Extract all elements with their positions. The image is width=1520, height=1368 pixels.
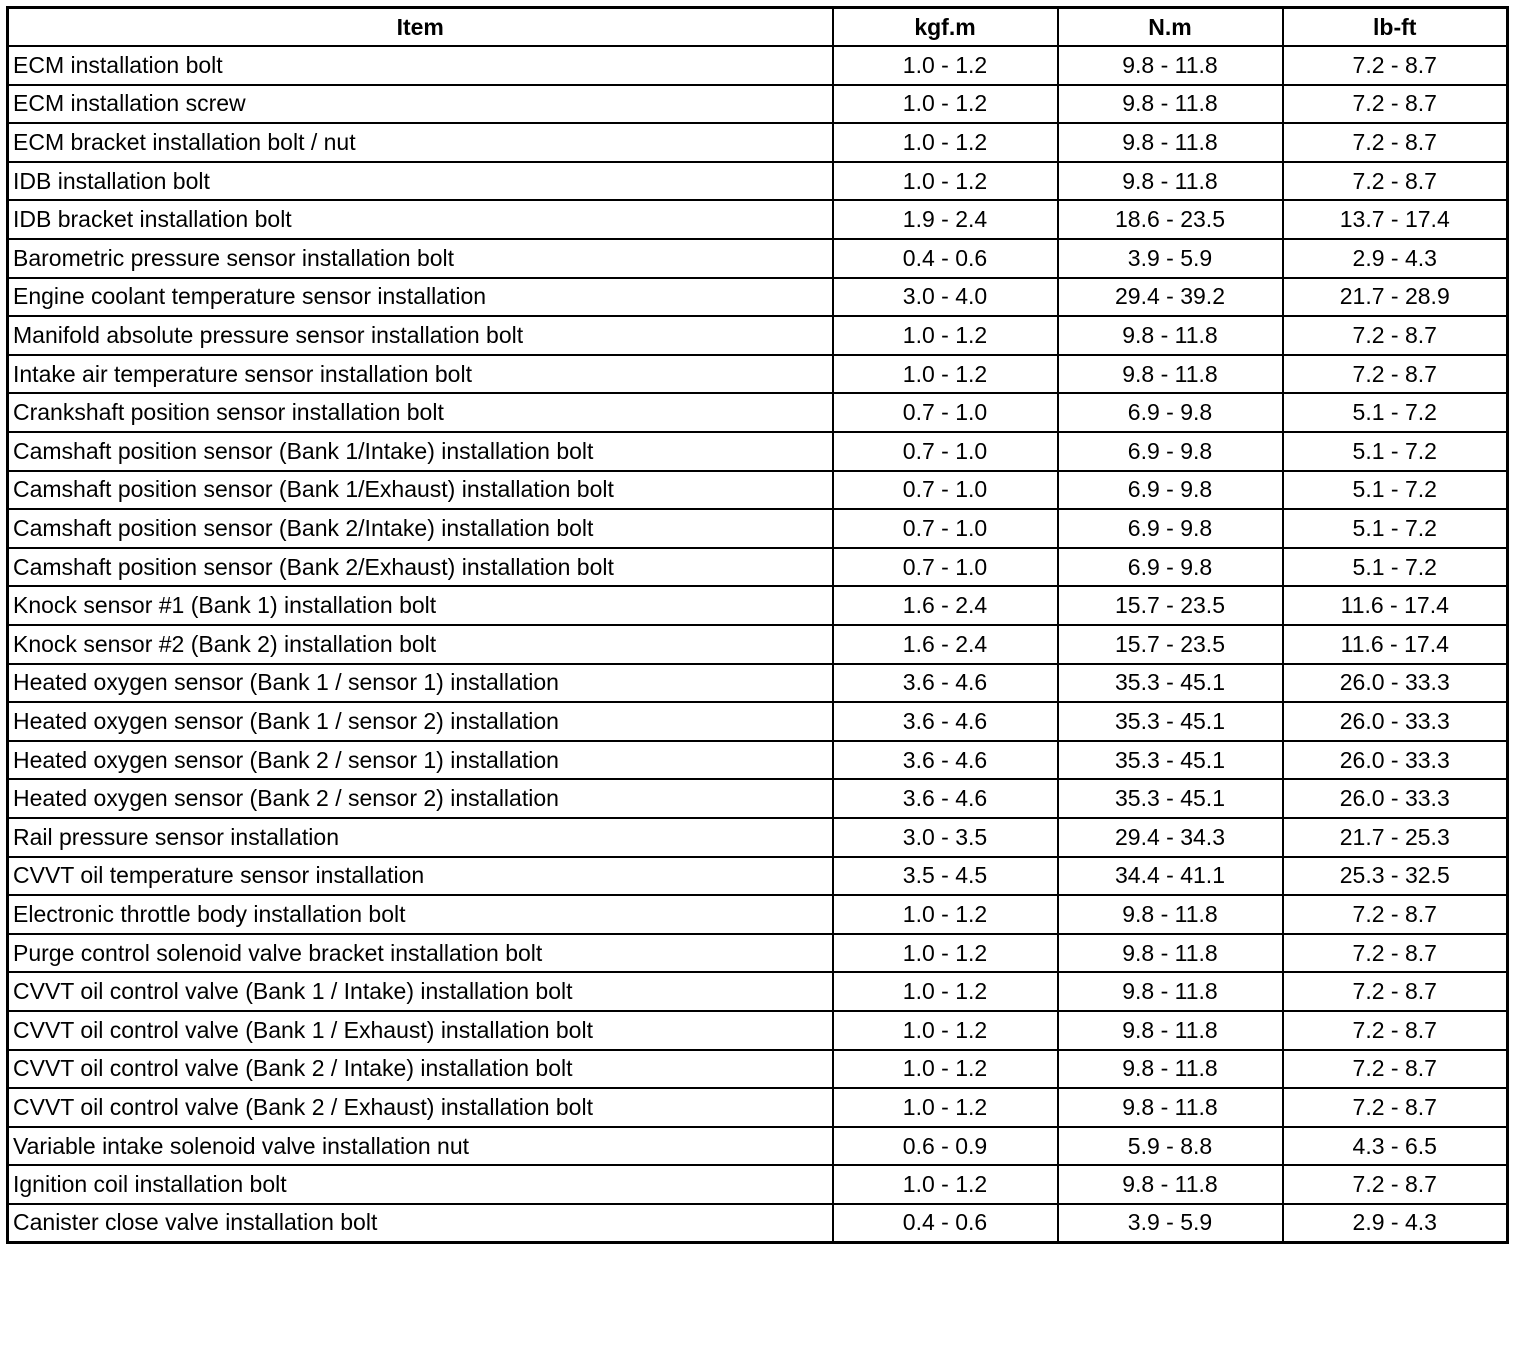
lb-ft-cell: 11.6 - 17.4 (1283, 586, 1508, 625)
lb-ft-cell: 7.2 - 8.7 (1283, 46, 1508, 85)
kgf-m-cell: 1.0 - 1.2 (833, 1050, 1058, 1089)
kgf-m-cell: 3.0 - 3.5 (833, 818, 1058, 857)
n-m-cell: 5.9 - 8.8 (1058, 1127, 1283, 1166)
table-row (8, 934, 1508, 973)
table-row (8, 895, 1508, 934)
table-row (8, 200, 1508, 239)
kgf-m-cell: 1.0 - 1.2 (833, 972, 1058, 1011)
kgf-m-cell: 1.0 - 1.2 (833, 355, 1058, 394)
table-row (8, 509, 1508, 548)
item-cell: Barometric pressure sensor installation bolt (8, 239, 833, 278)
item-cell: CVVT oil control valve (Bank 2 / Intake) installation bolt (8, 1050, 833, 1089)
kgf-m-cell: 1.0 - 1.2 (833, 46, 1058, 85)
item-cell: Knock sensor #2 (Bank 2) installation bolt (8, 625, 833, 664)
lb-ft-cell: 26.0 - 33.3 (1283, 702, 1508, 741)
item-cell: CVVT oil control valve (Bank 2 / Exhaust) installation bolt (8, 1088, 833, 1127)
lb-ft-cell: 13.7 - 17.4 (1283, 200, 1508, 239)
item-cell: Knock sensor #1 (Bank 1) installation bolt (8, 586, 833, 625)
lb-ft-cell: 7.2 - 8.7 (1283, 355, 1508, 394)
n-m-cell: 18.6 - 23.5 (1058, 200, 1283, 239)
kgf-m-cell: 0.7 - 1.0 (833, 393, 1058, 432)
lb-ft-cell: 7.2 - 8.7 (1283, 123, 1508, 162)
n-m-cell: 9.8 - 11.8 (1058, 123, 1283, 162)
item-cell: Ignition coil installation bolt (8, 1165, 833, 1204)
kgf-m-cell: 1.0 - 1.2 (833, 895, 1058, 934)
lb-ft-cell: 5.1 - 7.2 (1283, 471, 1508, 510)
item-cell: Variable intake solenoid valve installation nut (8, 1127, 833, 1166)
n-m-cell: 35.3 - 45.1 (1058, 664, 1283, 703)
lb-ft-cell: 11.6 - 17.4 (1283, 625, 1508, 664)
n-m-cell: 29.4 - 34.3 (1058, 818, 1283, 857)
header-lb-ft: lb-ft (1283, 8, 1508, 47)
lb-ft-cell: 7.2 - 8.7 (1283, 972, 1508, 1011)
kgf-m-cell: 0.7 - 1.0 (833, 432, 1058, 471)
table-row (8, 471, 1508, 510)
lb-ft-cell: 2.9 - 4.3 (1283, 1204, 1508, 1243)
kgf-m-cell: 3.0 - 4.0 (833, 278, 1058, 317)
kgf-m-cell: 0.7 - 1.0 (833, 509, 1058, 548)
lb-ft-cell: 25.3 - 32.5 (1283, 857, 1508, 896)
item-cell: IDB installation bolt (8, 162, 833, 201)
lb-ft-cell: 5.1 - 7.2 (1283, 393, 1508, 432)
kgf-m-cell: 1.0 - 1.2 (833, 162, 1058, 201)
lb-ft-cell: 7.2 - 8.7 (1283, 1088, 1508, 1127)
lb-ft-cell: 26.0 - 33.3 (1283, 741, 1508, 780)
kgf-m-cell: 1.6 - 2.4 (833, 625, 1058, 664)
table-body (8, 46, 1508, 1242)
item-cell: CVVT oil control valve (Bank 1 / Intake) installation bolt (8, 972, 833, 1011)
n-m-cell: 9.8 - 11.8 (1058, 316, 1283, 355)
table-row (8, 355, 1508, 394)
lb-ft-cell: 5.1 - 7.2 (1283, 432, 1508, 471)
item-cell: Rail pressure sensor installation (8, 818, 833, 857)
n-m-cell: 9.8 - 11.8 (1058, 1165, 1283, 1204)
table-row (8, 702, 1508, 741)
item-cell: Canister close valve installation bolt (8, 1204, 833, 1243)
item-cell: Heated oxygen sensor (Bank 2 / sensor 1) installation (8, 741, 833, 780)
table-row (8, 162, 1508, 201)
item-cell: ECM installation screw (8, 85, 833, 124)
item-cell: Purge control solenoid valve bracket installation bolt (8, 934, 833, 973)
n-m-cell: 6.9 - 9.8 (1058, 393, 1283, 432)
kgf-m-cell: 1.0 - 1.2 (833, 1011, 1058, 1050)
table-row (8, 1088, 1508, 1127)
lb-ft-cell: 7.2 - 8.7 (1283, 895, 1508, 934)
lb-ft-cell: 21.7 - 25.3 (1283, 818, 1508, 857)
kgf-m-cell: 3.6 - 4.6 (833, 664, 1058, 703)
n-m-cell: 9.8 - 11.8 (1058, 1088, 1283, 1127)
table-row (8, 123, 1508, 162)
lb-ft-cell: 5.1 - 7.2 (1283, 509, 1508, 548)
table-row (8, 818, 1508, 857)
lb-ft-cell: 26.0 - 33.3 (1283, 779, 1508, 818)
n-m-cell: 6.9 - 9.8 (1058, 509, 1283, 548)
table-row (8, 741, 1508, 780)
table-row (8, 1050, 1508, 1089)
n-m-cell: 3.9 - 5.9 (1058, 239, 1283, 278)
n-m-cell: 34.4 - 41.1 (1058, 857, 1283, 896)
lb-ft-cell: 7.2 - 8.7 (1283, 85, 1508, 124)
item-cell: CVVT oil temperature sensor installation (8, 857, 833, 896)
n-m-cell: 35.3 - 45.1 (1058, 779, 1283, 818)
kgf-m-cell: 0.6 - 0.9 (833, 1127, 1058, 1166)
item-cell: Camshaft position sensor (Bank 2/Exhaust) installation bolt (8, 548, 833, 587)
n-m-cell: 35.3 - 45.1 (1058, 702, 1283, 741)
lb-ft-cell: 7.2 - 8.7 (1283, 934, 1508, 973)
header-item: Item (8, 8, 833, 47)
table-row (8, 316, 1508, 355)
lb-ft-cell: 7.2 - 8.7 (1283, 1050, 1508, 1089)
kgf-m-cell: 0.7 - 1.0 (833, 548, 1058, 587)
table-row (8, 548, 1508, 587)
kgf-m-cell: 0.7 - 1.0 (833, 471, 1058, 510)
item-cell: ECM installation bolt (8, 46, 833, 85)
item-cell: Intake air temperature sensor installation bolt (8, 355, 833, 394)
table-row (8, 1204, 1508, 1243)
lb-ft-cell: 4.3 - 6.5 (1283, 1127, 1508, 1166)
table-row (8, 46, 1508, 85)
kgf-m-cell: 3.5 - 4.5 (833, 857, 1058, 896)
lb-ft-cell: 7.2 - 8.7 (1283, 162, 1508, 201)
lb-ft-cell: 26.0 - 33.3 (1283, 664, 1508, 703)
n-m-cell: 9.8 - 11.8 (1058, 46, 1283, 85)
item-cell: Camshaft position sensor (Bank 1/Exhaust) installation bolt (8, 471, 833, 510)
table-row (8, 972, 1508, 1011)
table-header-row (8, 8, 1508, 47)
kgf-m-cell: 1.0 - 1.2 (833, 316, 1058, 355)
n-m-cell: 15.7 - 23.5 (1058, 586, 1283, 625)
lb-ft-cell: 2.9 - 4.3 (1283, 239, 1508, 278)
kgf-m-cell: 3.6 - 4.6 (833, 741, 1058, 780)
table-row (8, 1165, 1508, 1204)
n-m-cell: 9.8 - 11.8 (1058, 934, 1283, 973)
item-cell: Manifold absolute pressure sensor installation bolt (8, 316, 833, 355)
lb-ft-cell: 7.2 - 8.7 (1283, 1165, 1508, 1204)
item-cell: Crankshaft position sensor installation bolt (8, 393, 833, 432)
header-kgf-m: kgf.m (833, 8, 1058, 47)
item-cell: Heated oxygen sensor (Bank 2 / sensor 2) installation (8, 779, 833, 818)
kgf-m-cell: 1.0 - 1.2 (833, 1088, 1058, 1127)
n-m-cell: 9.8 - 11.8 (1058, 1011, 1283, 1050)
item-cell: IDB bracket installation bolt (8, 200, 833, 239)
n-m-cell: 3.9 - 5.9 (1058, 1204, 1283, 1243)
table-row (8, 664, 1508, 703)
kgf-m-cell: 3.6 - 4.6 (833, 779, 1058, 818)
n-m-cell: 9.8 - 11.8 (1058, 85, 1283, 124)
n-m-cell: 9.8 - 11.8 (1058, 162, 1283, 201)
item-cell: CVVT oil control valve (Bank 1 / Exhaust) installation bolt (8, 1011, 833, 1050)
table-row (8, 1127, 1508, 1166)
item-cell: ECM bracket installation bolt / nut (8, 123, 833, 162)
table-row (8, 857, 1508, 896)
item-cell: Electronic throttle body installation bolt (8, 895, 833, 934)
n-m-cell: 9.8 - 11.8 (1058, 895, 1283, 934)
table-row (8, 1011, 1508, 1050)
n-m-cell: 9.8 - 11.8 (1058, 1050, 1283, 1089)
table-row (8, 278, 1508, 317)
table-row (8, 586, 1508, 625)
lb-ft-cell: 5.1 - 7.2 (1283, 548, 1508, 587)
kgf-m-cell: 1.9 - 2.4 (833, 200, 1058, 239)
table-row (8, 85, 1508, 124)
table-row (8, 239, 1508, 278)
table-row (8, 625, 1508, 664)
kgf-m-cell: 1.0 - 1.2 (833, 934, 1058, 973)
n-m-cell: 35.3 - 45.1 (1058, 741, 1283, 780)
lb-ft-cell: 7.2 - 8.7 (1283, 1011, 1508, 1050)
item-cell: Camshaft position sensor (Bank 1/Intake) installation bolt (8, 432, 833, 471)
n-m-cell: 9.8 - 11.8 (1058, 972, 1283, 1011)
n-m-cell: 29.4 - 39.2 (1058, 278, 1283, 317)
header-n-m: N.m (1058, 8, 1283, 47)
n-m-cell: 6.9 - 9.8 (1058, 432, 1283, 471)
lb-ft-cell: 21.7 - 28.9 (1283, 278, 1508, 317)
n-m-cell: 15.7 - 23.5 (1058, 625, 1283, 664)
item-cell: Engine coolant temperature sensor installation (8, 278, 833, 317)
kgf-m-cell: 1.0 - 1.2 (833, 85, 1058, 124)
item-cell: Camshaft position sensor (Bank 2/Intake) installation bolt (8, 509, 833, 548)
table-row (8, 779, 1508, 818)
n-m-cell: 9.8 - 11.8 (1058, 355, 1283, 394)
kgf-m-cell: 1.0 - 1.2 (833, 123, 1058, 162)
n-m-cell: 6.9 - 9.8 (1058, 548, 1283, 587)
torque-spec-table (6, 6, 1509, 1244)
table-row (8, 432, 1508, 471)
kgf-m-cell: 0.4 - 0.6 (833, 1204, 1058, 1243)
kgf-m-cell: 3.6 - 4.6 (833, 702, 1058, 741)
table-row (8, 393, 1508, 432)
kgf-m-cell: 1.6 - 2.4 (833, 586, 1058, 625)
item-cell: Heated oxygen sensor (Bank 1 / sensor 2) installation (8, 702, 833, 741)
n-m-cell: 6.9 - 9.8 (1058, 471, 1283, 510)
kgf-m-cell: 0.4 - 0.6 (833, 239, 1058, 278)
item-cell: Heated oxygen sensor (Bank 1 / sensor 1) installation (8, 664, 833, 703)
lb-ft-cell: 7.2 - 8.7 (1283, 316, 1508, 355)
kgf-m-cell: 1.0 - 1.2 (833, 1165, 1058, 1204)
